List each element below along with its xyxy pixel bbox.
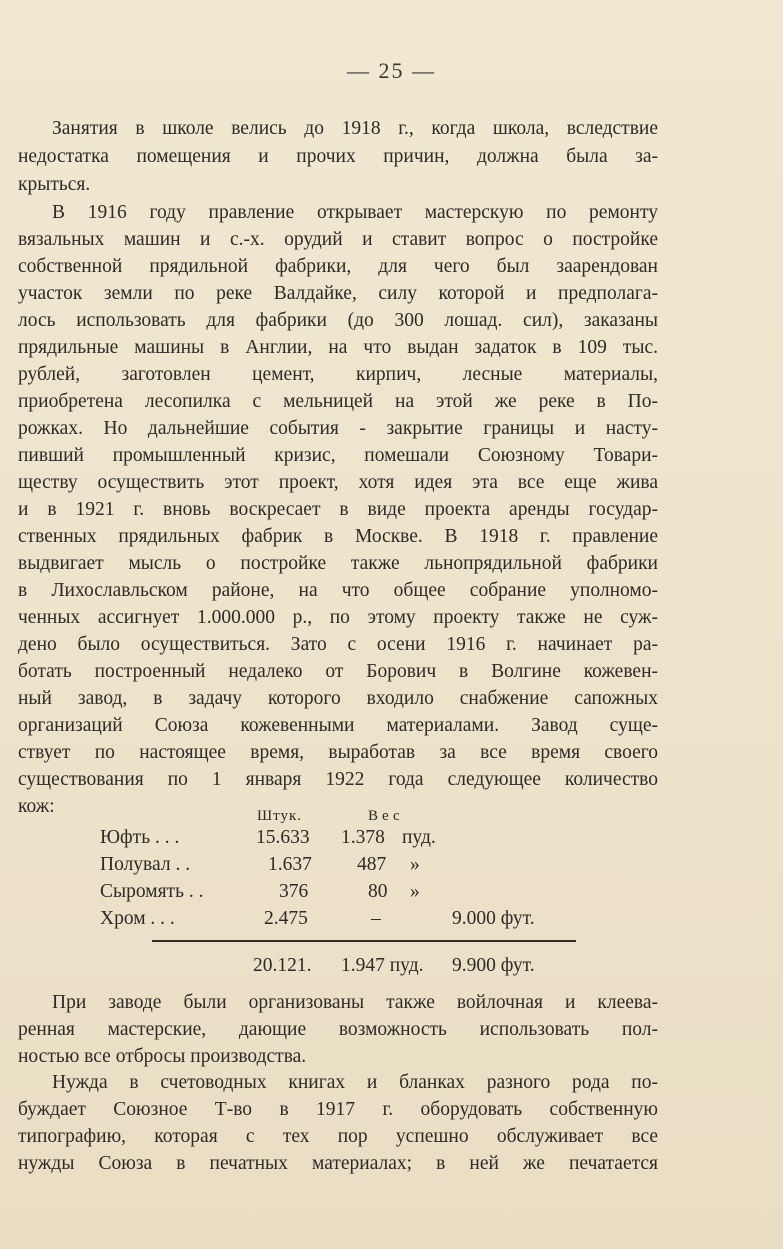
text-line: участок земли по реке Валдайке, силу которой и предполага- [18, 283, 658, 304]
total-pieces: 20.121. [253, 955, 312, 976]
text-line: в Лихославльском районе, на что общее собрание уполномо- [18, 580, 658, 601]
text-line: ственных прядильных фабрик в Москве. В 1918 г. правление [18, 526, 658, 547]
text-line: ченных ассигнует 1.000.000 р., по этому проекту также не суж- [18, 607, 658, 628]
text-line: крыться. [18, 174, 91, 195]
row-unit: пуд. [402, 827, 436, 848]
text-line: ботать построенный недалеко от Борович в Волгине кожевен- [18, 661, 658, 682]
text-line: Занятия в школе велись до 1918 г., когда школа, вследствие [52, 118, 658, 139]
text-line: кож: [18, 796, 55, 817]
text-line: рожках. Но дальнейшие события - закрытие границы и насту- [18, 418, 658, 439]
total-area: 9.900 фут. [452, 955, 535, 976]
text-line: вязальных машин и с.-х. орудий и ставит вопрос о постройке [18, 229, 658, 250]
text-line: ществу осуществить этот проект, хотя идея эта все еще жива [18, 472, 658, 493]
text-line: типографию, которая с тех пор успешно обслуживает все [18, 1126, 658, 1147]
row-area: 9.000 фут. [452, 908, 535, 929]
row-weight: 1.378 [341, 827, 385, 848]
text-line: буждает Союзное Т-во в 1917 г. оборудовать собственную [18, 1099, 658, 1120]
text-line: Нужда в счетоводных книгах и бланках разного рода по- [52, 1072, 658, 1093]
row-name: Сыромять . . [100, 881, 204, 902]
text-line: прядильные машины в Англии, на что выдан задаток в 109 тыс. [18, 337, 658, 358]
row-weight: 80 [368, 881, 388, 902]
text-line: организаций Союза кожевенными материалами. Завод суще- [18, 715, 658, 736]
header-pieces: Штук. [257, 808, 303, 824]
text-line: рублей, заготовлен цемент, кирпич, лесные материалы, [18, 364, 658, 385]
text-line: ностью все отбросы производства. [18, 1046, 307, 1067]
text-line: существования по 1 января 1922 года следующее количество [18, 769, 658, 790]
row-weight: 487 [357, 854, 387, 875]
row-unit: » [410, 881, 420, 902]
total-weight: 1.947 пуд. [341, 955, 424, 976]
page-number: — 25 — [347, 58, 436, 83]
row-name: Полувал . . [100, 854, 191, 875]
text-line: ренная мастерские, дающие возможность использовать пол- [18, 1019, 658, 1040]
text-line: ствует по настоящее время, выработав за все время своего [18, 742, 658, 763]
row-weight: – [371, 908, 381, 929]
row-pieces: 2.475 [264, 908, 308, 929]
row-name: Юфть . . . [100, 827, 180, 848]
text-line: и в 1921 г. вновь воскресает в виде проекта аренды государ- [18, 499, 658, 520]
text-line: При заводе были организованы также войлочная и клеева- [52, 992, 658, 1013]
text-line: приобретена лесопилка с мельницей на этой же реке в По- [18, 391, 658, 412]
text-line: выдвигает мысль о постройке также льнопрядильной фабрики [18, 553, 658, 574]
text-line: нужды Союза в печатных материалах; в ней же печатается [18, 1153, 658, 1174]
row-unit: » [410, 854, 420, 875]
text-line: ный завод, в задачу которого входило снабжение сапожных [18, 688, 658, 709]
text-line: В 1916 году правление открывает мастерскую по ремонту [52, 202, 658, 223]
row-pieces: 1.637 [268, 854, 312, 875]
table-rule [152, 940, 576, 942]
text-line: недостатка помещения и прочих причин, должна была за- [18, 146, 658, 167]
row-pieces: 15.633 [256, 827, 310, 848]
row-name: Хром . . . [100, 908, 175, 929]
text-line: пивший промышленный кризис, помешали Союзному Товари- [18, 445, 658, 466]
text-line: лось использовать для фабрики (до 300 лошад. сил), заказаны [18, 310, 658, 331]
text-line: дено было осуществиться. Зато с осени 1916 г. начинает ра- [18, 634, 658, 655]
row-pieces: 376 [279, 881, 309, 902]
header-weight: Вес [368, 808, 404, 824]
text-line: собственной прядильной фабрики, для чего был заарендован [18, 256, 658, 277]
